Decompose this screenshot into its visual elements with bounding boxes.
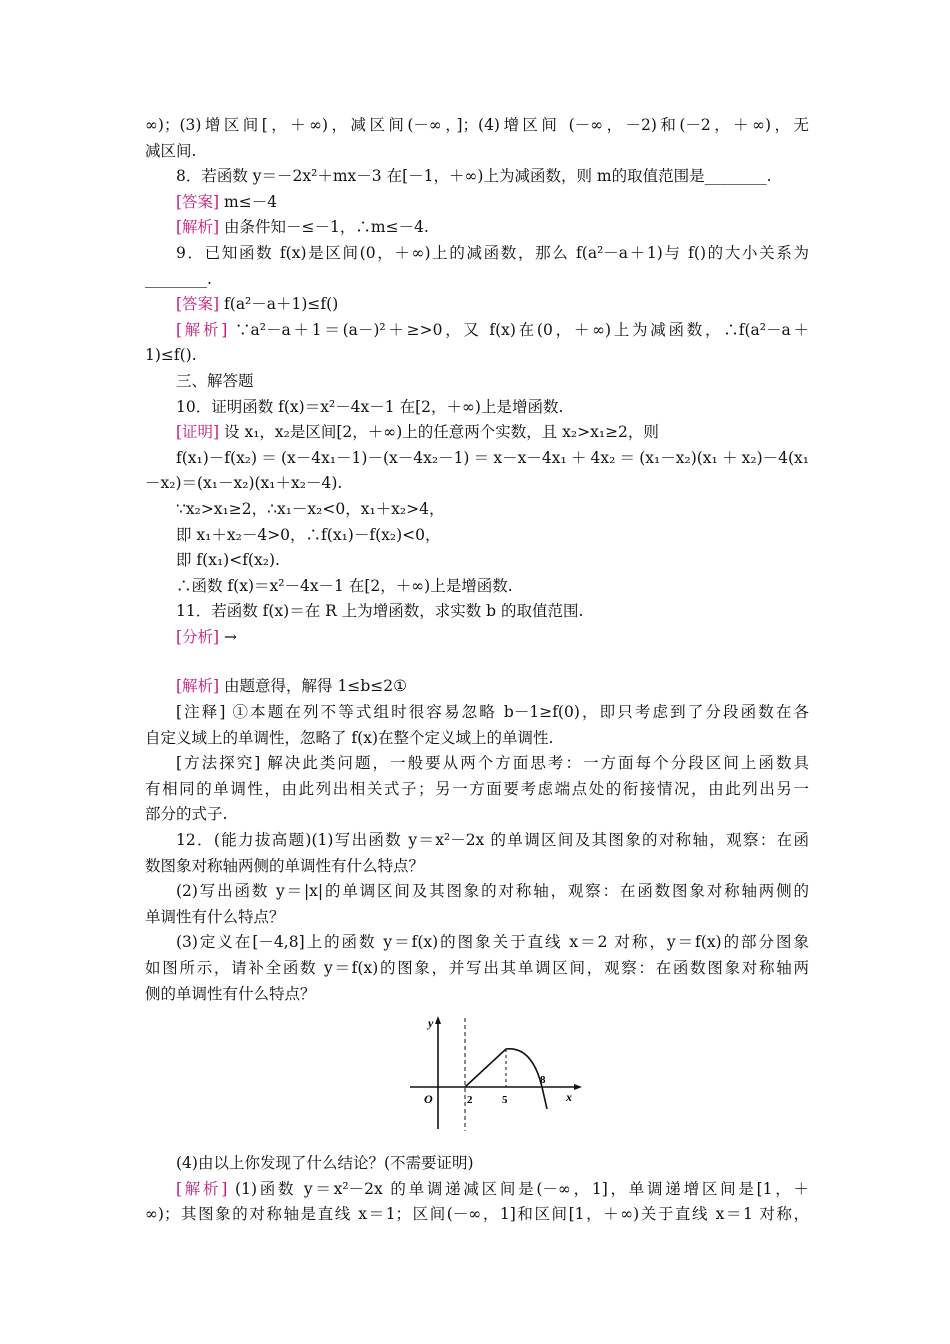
answer-9: [答案] f(a²－a＋1)≤f() [176,295,339,314]
text-line: ________. [145,269,212,288]
text-line: ∞)；(3)增区间[，＋∞)，减区间(－∞，]；(4)增区间 (－∞，－2)和(－2，＋∞)，无 [145,116,809,134]
analysis-8: [解析] 由条件知－≤－1，∴m≤－4. [176,218,429,237]
answer-8: [答案] m≤－4 [176,192,278,211]
text-line: 即 x₁＋x₂－4>0，∴f(x₁)－f(x₂)<0， [176,525,441,544]
section-heading: 三、解答题 [176,371,254,390]
question-8: 8．若函数 y＝－2x²＋mx－3 在[－1，＋∞)上为减函数，则 m的取值范围是________. [176,167,772,186]
question-9: 9．已知函数 f(x)是区间(0，＋∞)上的减函数，那么 f(a²－a＋1)与 f()的大小关系为 [176,243,809,262]
tick-label-2: 2 [467,1094,473,1107]
text-line: 侧的单调性有什么特点？ [145,984,316,1003]
hint-11: [分析] → [176,627,238,646]
question-12-part2: (2)写出函数 y＝|x|的单调区间及其图象的对称轴，观察：在函数图象对称轴两侧的 [176,882,809,901]
question-12: 12．(能力拔高题)(1)写出函数 y＝x²－2x 的单调区间及其图象的对称轴，观察：在函 [176,831,809,850]
tick-label-8: 8 [540,1074,546,1087]
text-line: ∴函数 f(x)＝x²－4x－1 在[2，＋∞)上是增函数. [176,576,513,595]
note-11: [注释] ①本题在列不等式组时很容易忽略 b－1≥f(0)，即只考虑到了分段函数在各 [176,703,809,722]
proof-10: [证明] 设 x₁，x₂是区间[2，＋∞)上的任意两个实数，且 x₂>x₁≥2，则 [176,423,659,442]
text-line: 数图象对称轴两侧的单调性有什么特点？ [145,856,425,875]
text-line: 单调性有什么特点？ [145,907,285,926]
function-graph-figure [145,1013,809,1141]
document-page [145,113,809,1228]
text-line: 自定义域上的单调性，忽略了 f(x)在整个定义域上的单调性. [145,728,554,747]
text-line: 部分的式子. [145,805,228,824]
analysis-tag: [解析] [176,677,220,696]
y-axis-arrow [435,1016,441,1024]
question-11: 11．若函数 f(x)＝在 R 上为增函数，求实数 b 的取值范围. [176,602,584,621]
text-line: 减区间. [145,141,197,160]
analysis-tag: [解析] [176,218,220,237]
text-line: 1)≤f(). [145,346,197,365]
x-axis-arrow [574,1084,582,1090]
question-12-part3: (3)定义在[－4,8]上的函数 y＝f(x)的图象关于直线 x＝2 对称，y＝f(x)的部分图象 [176,933,809,952]
answer-tag: [答案] [176,295,220,314]
function-graph [408,1013,588,1137]
text-line: ∞)；其图象的对称轴是直线 x＝1；区间(－∞，1]和区间[1，＋∞)关于直线 x＝1 对称， [145,1205,809,1224]
text-line: ∵x₂>x₁≥2，∴x₁－x₂<0，x₁＋x₂>4， [176,499,445,518]
text-line: f(x₁)－f(x₂)＝(x－4x₁－1)－(x－4x₂－1)＝x－x－4x₁＋4x₂＝(x₁－x₂)(x₁＋x₂)－4(x₁ [176,448,809,467]
analysis-tag: [解析] [176,1179,228,1198]
text-line: 如图所示，请补全函数 y＝f(x)的图象，并写出其单调区间，观察：在函数图象对称轴两 [145,959,809,977]
text-line: 有相同的单调性，由此列出相关式子；另一方面要考虑端点处的衔接情况，由此列出另一 [145,779,809,798]
analysis-11: [解析] 由题意得，解得 1≤b≤2① [176,677,407,696]
question-10: 10．证明函数 f(x)＝x²－4x－1 在[2，＋∞)上是增函数. [176,397,564,416]
y-axis-label: y [428,1016,434,1031]
method-note: [方法探究] 解决此类问题，一般要从两个方面思考：一方面每个分段区间上函数具 [176,754,809,773]
origin-label: O [424,1092,433,1107]
answer-tag: [答案] [176,192,220,211]
tick-label-5: 5 [502,1094,508,1107]
analysis-12: [解析] (1)函数 y＝x²－2x 的单调递减区间是(－∞，1]，单调递增区间是[1，＋ [176,1179,809,1198]
question-12-part4: (4)由以上你发现了什么结论？(不需要证明) [176,1154,474,1173]
analysis-9: [解析] ∵a²－a＋1＝(a－)²＋≥>0，又 f(x)在(0，＋∞)上为减函数，∴f(a²－a＋ [176,320,809,339]
analysis-tag: [解析] [176,320,228,339]
text-line: 即 f(x₁)<f(x₂). [176,551,280,570]
proof-tag: [证明] [176,423,220,442]
x-axis-label: x [566,1090,572,1105]
hint-tag: [分析] [176,627,220,646]
text-line: －x₂)＝(x₁－x₂)(x₁＋x₂－4). [145,474,343,493]
